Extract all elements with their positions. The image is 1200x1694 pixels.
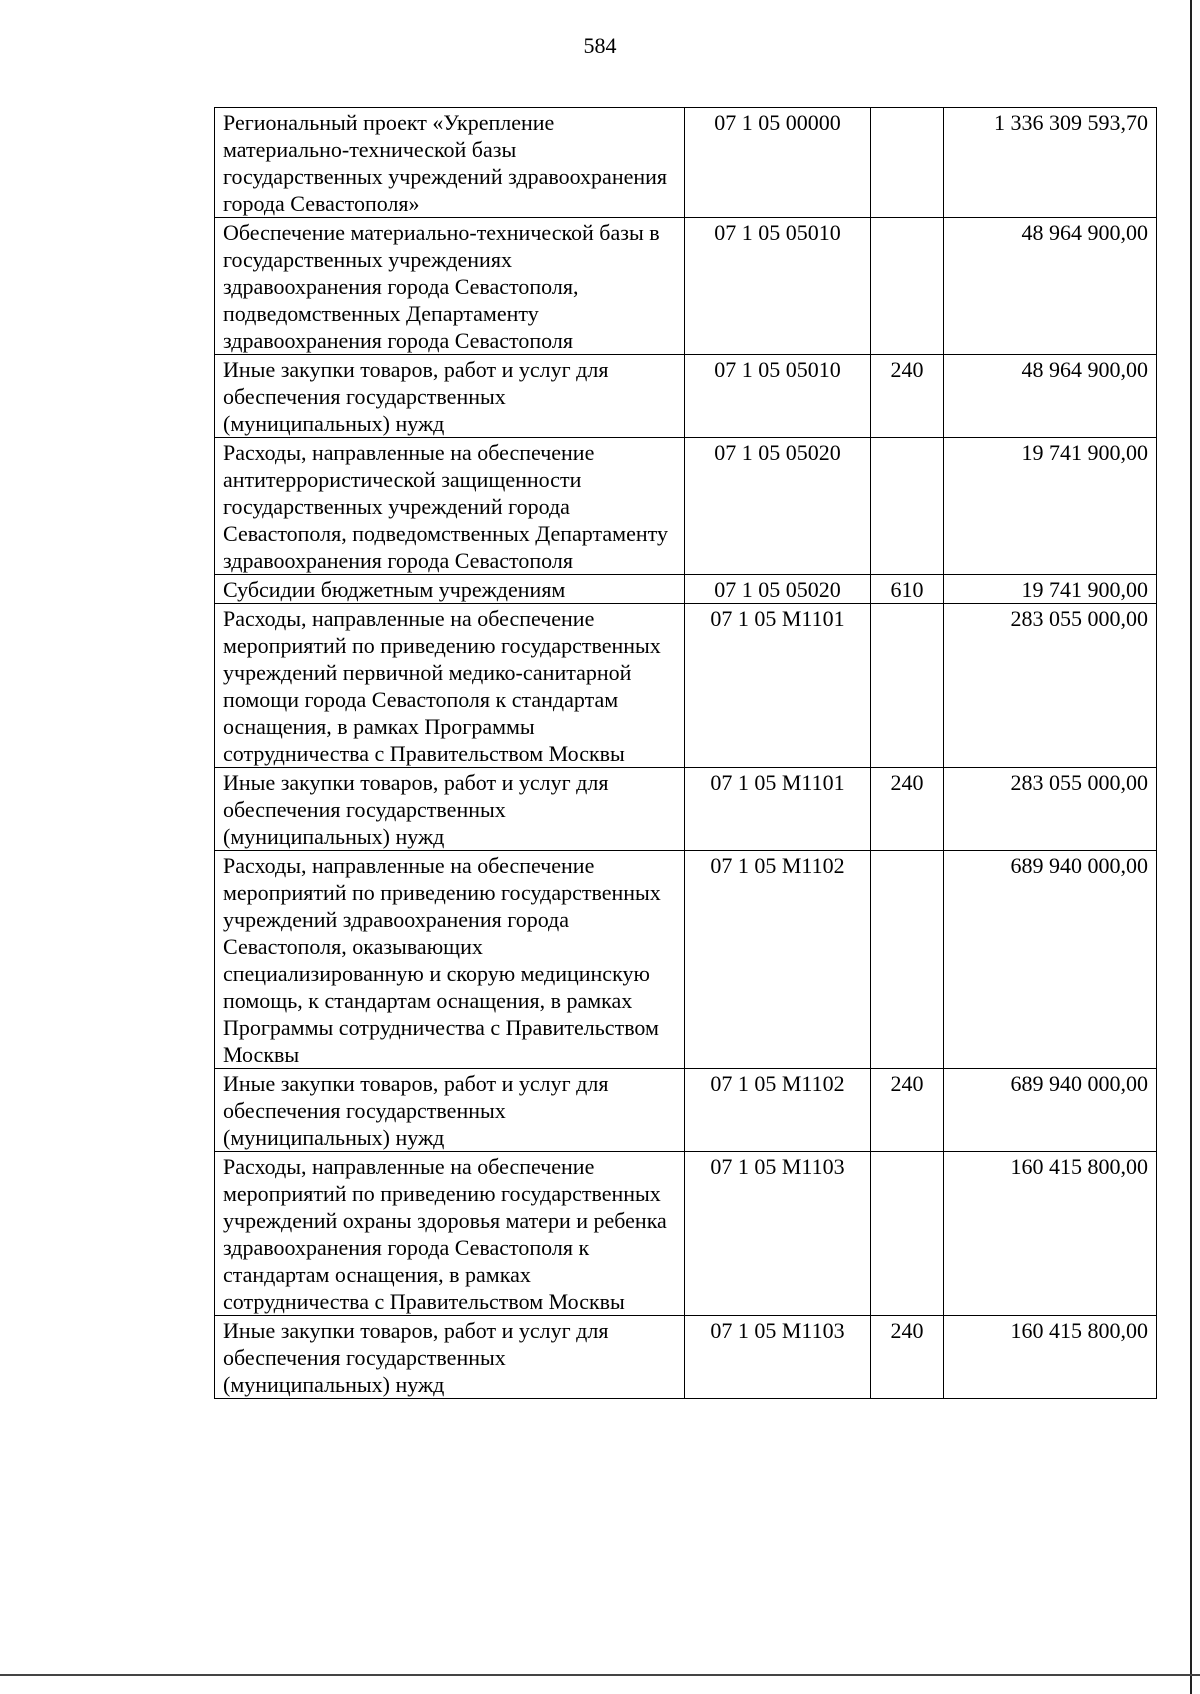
table-row <box>215 108 1157 218</box>
row-sum: 48 964 900,00 <box>944 355 1157 438</box>
row-code: 07 1 05 00000 <box>685 108 871 218</box>
row-code: 07 1 05 05010 <box>685 218 871 355</box>
row-name: Расходы, направленные на обеспечение мероприятий по приведению государственных учреждений первичной медико-санитарной помощи города Севастополя к стандартам оснащения, в рамках Программы сотрудничества с Правительством Москвы <box>215 604 685 768</box>
row-sum: 283 055 000,00 <box>944 604 1157 768</box>
row-sum: 19 741 900,00 <box>944 438 1157 575</box>
row-name: Иные закупки товаров, работ и услуг для обеспечения государственных (муниципальных) нужд <box>215 1069 685 1152</box>
row-sum: 283 055 000,00 <box>944 768 1157 851</box>
row-name: Иные закупки товаров, работ и услуг для обеспечения государственных (муниципальных) нужд <box>215 768 685 851</box>
row-type: 240 <box>871 1316 944 1399</box>
table-row <box>215 218 1157 355</box>
row-type <box>871 438 944 575</box>
row-code: 07 1 05 05020 <box>685 575 871 604</box>
row-name: Расходы, направленные на обеспечение мероприятий по приведению государственных учреждений здравоохранения города Севастополя, оказывающих специализированную и скорую медицинскую помощь, к стандартам оснащения, в рамках Программы сотрудничества с Правительством Москвы <box>215 851 685 1069</box>
row-name: Расходы, направленные на обеспечение антитеррористической защищенности государственных учреждений города Севастополя, подведомственных Департаменту здравоохранения города Севастополя <box>215 438 685 575</box>
row-type <box>871 604 944 768</box>
row-name: Обеспечение материально-технической базы в государственных учреждениях здравоохранения города Севастополя, подведомственных Департаменту здравоохранения города Севастополя <box>215 218 685 355</box>
row-name: Иные закупки товаров, работ и услуг для обеспечения государственных (муниципальных) нужд <box>215 355 685 438</box>
row-code: 07 1 05 М1103 <box>685 1152 871 1316</box>
row-sum: 1 336 309 593,70 <box>944 108 1157 218</box>
row-type <box>871 851 944 1069</box>
page-number: 584 <box>583 33 617 58</box>
row-type <box>871 1152 944 1316</box>
row-name: Региональный проект «Укрепление материально-технической базы государственных учреждений здравоохранения города Севастополя» <box>215 108 685 218</box>
row-type <box>871 108 944 218</box>
row-name: Расходы, направленные на обеспечение мероприятий по приведению государственных учреждений охраны здоровья матери и ребенка здравоохранения города Севастополя к стандартам оснащения, в рамках сотрудничества с Правительством Москвы <box>215 1152 685 1316</box>
table-row <box>215 851 1157 1069</box>
table-row <box>215 1069 1157 1152</box>
row-type: 240 <box>871 1069 944 1152</box>
row-sum: 160 415 800,00 <box>944 1152 1157 1316</box>
row-type: 610 <box>871 575 944 604</box>
row-name: Иные закупки товаров, работ и услуг для обеспечения государственных (муниципальных) нужд <box>215 1316 685 1399</box>
budget-table <box>214 107 1157 1399</box>
table-row <box>215 768 1157 851</box>
row-type: 240 <box>871 355 944 438</box>
row-sum: 689 940 000,00 <box>944 851 1157 1069</box>
row-sum: 160 415 800,00 <box>944 1316 1157 1399</box>
row-type: 240 <box>871 768 944 851</box>
row-code: 07 1 05 М1102 <box>685 1069 871 1152</box>
row-code: 07 1 05 М1103 <box>685 1316 871 1399</box>
table-row <box>215 438 1157 575</box>
row-type <box>871 218 944 355</box>
row-sum: 689 940 000,00 <box>944 1069 1157 1152</box>
row-sum: 19 741 900,00 <box>944 575 1157 604</box>
row-code: 07 1 05 05010 <box>685 355 871 438</box>
row-code: 07 1 05 М1102 <box>685 851 871 1069</box>
row-code: 07 1 05 М1101 <box>685 604 871 768</box>
row-code: 07 1 05 М1101 <box>685 768 871 851</box>
row-name: Субсидии бюджетным учреждениям <box>215 575 685 604</box>
table-row <box>215 575 1157 604</box>
row-code: 07 1 05 05020 <box>685 438 871 575</box>
page-edge-bottom <box>0 1674 1200 1676</box>
table-row <box>215 1152 1157 1316</box>
row-sum: 48 964 900,00 <box>944 218 1157 355</box>
table-row <box>215 604 1157 768</box>
table-row <box>215 355 1157 438</box>
page-edge-right <box>1190 0 1192 1694</box>
table-row <box>215 1316 1157 1399</box>
